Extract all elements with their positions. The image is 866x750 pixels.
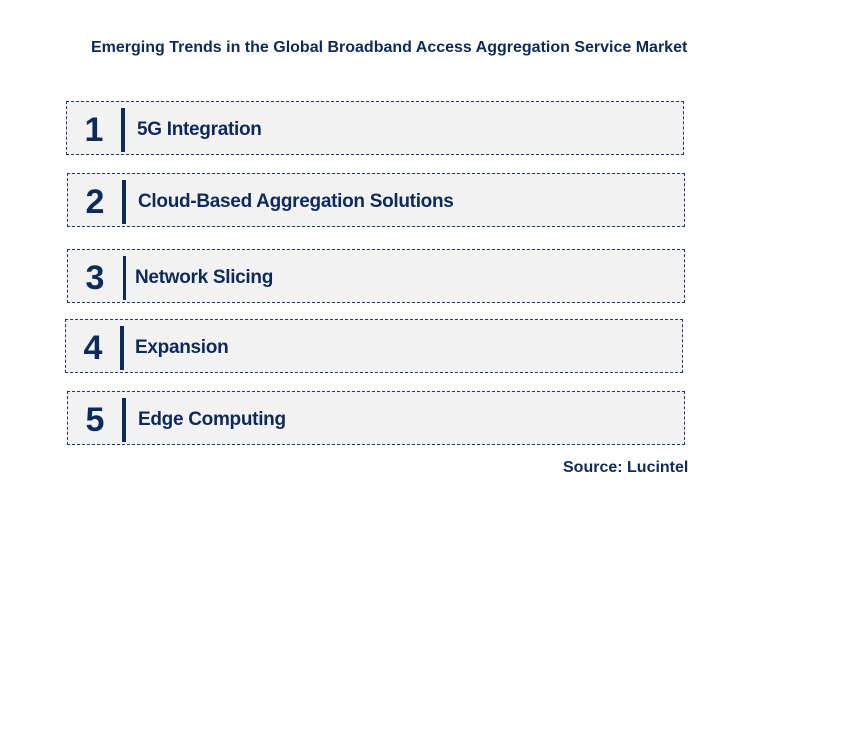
trend-divider — [122, 398, 126, 442]
trend-label: Network Slicing — [135, 267, 274, 288]
trend-number: 2 — [85, 183, 105, 221]
trend-number: 4 — [83, 329, 103, 367]
trend-label: Edge Computing — [138, 409, 286, 430]
trend-number: 3 — [85, 259, 105, 297]
trend-item-4 — [65, 319, 683, 373]
trend-label: Expansion — [135, 337, 229, 358]
trend-item-5 — [67, 391, 685, 445]
trend-label: Cloud-Based Aggregation Solutions — [138, 191, 454, 212]
trend-divider — [121, 108, 125, 152]
trend-divider — [123, 256, 126, 300]
diagram-title: Emerging Trends in the Global Broadband Access Aggregation Service Market — [91, 39, 688, 56]
trend-item-1 — [66, 101, 684, 155]
trend-divider — [122, 180, 126, 224]
trend-item-3 — [67, 249, 685, 303]
trend-number: 1 — [84, 111, 104, 149]
trend-item-2 — [67, 173, 685, 227]
trend-divider — [120, 326, 124, 370]
trend-label: 5G Integration — [137, 119, 262, 140]
source-note: Source: Lucintel — [563, 459, 689, 476]
trend-number: 5 — [85, 401, 105, 439]
